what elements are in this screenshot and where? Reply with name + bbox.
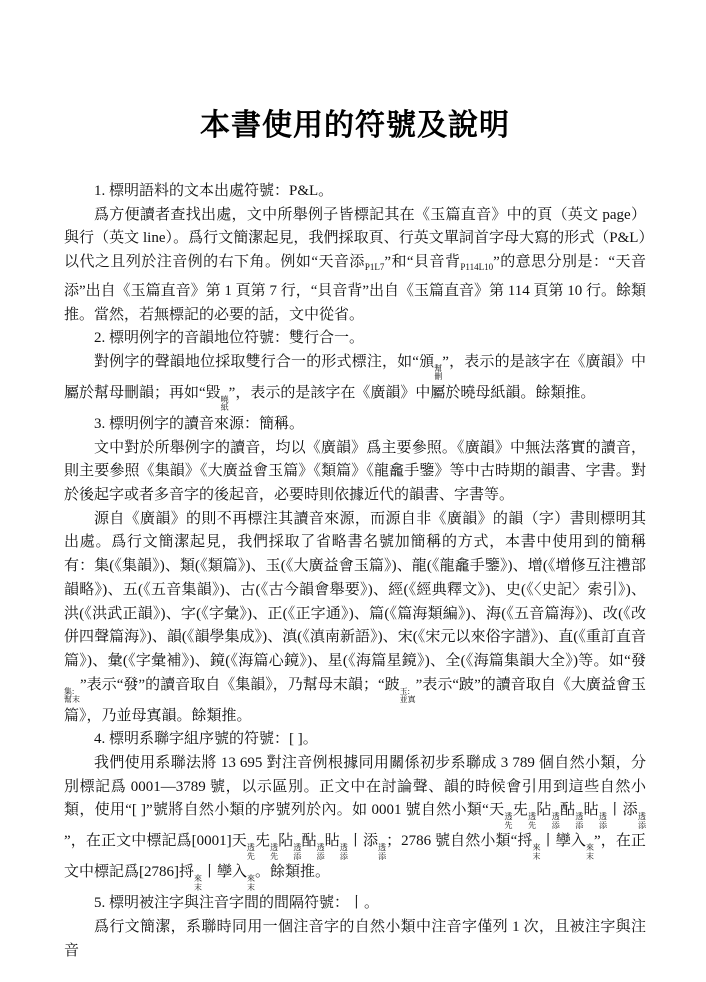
text-run: 丨添 bbox=[347, 833, 379, 850]
text-run: ”，在正文中標記爲[2786]捋 bbox=[64, 833, 646, 881]
item-2-heading bbox=[64, 327, 646, 351]
text-run: ”和“貝音背 bbox=[384, 254, 461, 271]
stack-line: 並寘 bbox=[399, 695, 416, 705]
stack-line: 先 bbox=[528, 820, 537, 830]
phonology-annotation-stack bbox=[247, 844, 255, 861]
item-3-heading bbox=[64, 413, 646, 437]
text-run: 對例字的聲韻地位採取雙行合一的形式標注，如“頒 bbox=[94, 353, 435, 370]
phonology-annotation-stack bbox=[400, 688, 416, 705]
text-run: ”，表示的是該字在《廣韻》中屬於曉母紙韻。餘類推。 bbox=[228, 384, 596, 401]
item-4-heading bbox=[64, 728, 646, 752]
phonology-annotation-stack bbox=[638, 813, 646, 830]
page-title: 本書使用的符號及說明 bbox=[200, 109, 510, 142]
stack-line: 來 bbox=[247, 874, 256, 884]
phonology-annotation-stack bbox=[194, 875, 202, 892]
phonology-annotation-stack bbox=[340, 844, 348, 861]
text-run: 阽 bbox=[536, 802, 552, 819]
text-run: 。餘類推。 bbox=[255, 864, 331, 881]
text-run: 1. 標明語料的文本出處符號：P&L。 bbox=[94, 183, 334, 199]
stack-line: 透 bbox=[246, 843, 255, 853]
stack-line: 玉: bbox=[399, 686, 410, 696]
text-run: 酟 bbox=[559, 802, 576, 819]
stack-line: 先 bbox=[270, 851, 279, 861]
stack-line: 來 bbox=[194, 874, 202, 884]
stack-line: 來 bbox=[532, 843, 541, 853]
text-run: ”，表示的是該字在《廣韻》中屬於幫母刪韻；再如“毀 bbox=[64, 353, 646, 401]
text-run: 我們使用系聯法將 13 695 對注音例根據同用關係初步系聯成 3 789 個自然小類，分別標記爲 0001—3789 號，以示區別。正文中在討論聲、韻的時候會引用到這些自然小類，使用“[ ]”號將自然小類的序號列於內。如 0001 號自然小類“天 bbox=[64, 755, 646, 819]
text-run: 4. 標明系聯字組序號的符號：[ ]。 bbox=[94, 731, 318, 748]
stack-line: 先 bbox=[246, 851, 255, 861]
text-run: 䀡 bbox=[324, 833, 340, 850]
stack-line: 透 bbox=[504, 812, 513, 822]
stack-line: 透 bbox=[637, 812, 646, 822]
stack-line: 添 bbox=[293, 851, 302, 861]
stack-line: 曉 bbox=[220, 394, 229, 404]
stack-line: 添 bbox=[551, 820, 560, 830]
stack-line: 透 bbox=[270, 843, 279, 853]
text-run: ”的意思分別是：“天音添”出自《玉篇直音》第 1 頁第 7 行，“貝音背”出自《玉篇直音》第 114 頁第 10 行。餘類推。當然，若無標記的必要的話，文中從省。 bbox=[64, 254, 646, 323]
text-run: 丨孿入 bbox=[540, 833, 586, 850]
para-phonology-position bbox=[64, 351, 646, 413]
text-run: 䀡 bbox=[583, 802, 599, 819]
document-body bbox=[64, 180, 646, 964]
stack-line: 添 bbox=[575, 820, 584, 830]
stack-line: 添 bbox=[339, 851, 348, 861]
para-reading-reference bbox=[64, 437, 646, 508]
text-run: 酟 bbox=[301, 833, 317, 850]
text-run: 2. 標明例字的音韻地位符號：雙行合一。 bbox=[94, 330, 365, 347]
text-run: 爲方便讀者查找出處，文中所舉例子皆標記其在《玉篇直音》中的頁（英文 page）與行（英文 line）。爲行文簡潔起見，我們採取頁、行英文單詞首字母大寫的形式（P&L）以代之且列於注音例的右下角。例如“天音添 bbox=[64, 206, 646, 271]
stack-line: 末 bbox=[194, 882, 202, 892]
phonology-annotation-stack bbox=[247, 875, 255, 892]
para-text-source bbox=[64, 204, 646, 328]
stack-line: 幫 bbox=[434, 363, 443, 373]
phonology-annotation-stack bbox=[221, 396, 229, 413]
text-run: 文中對於所舉例字的讀音，均以《廣韻》爲主要參照。《廣韻》中無法落實的讀音，則主要參照《集韻》《大廣益會玉篇》《類篇》《龍龕手鑒》等中古時期的韻書、字書。對於後起字或者多音字的後起音，必要時則依據近代的韻書、字書等。 bbox=[64, 439, 646, 504]
stack-line: 先 bbox=[504, 820, 513, 830]
phonology-annotation-stack bbox=[586, 844, 594, 861]
stack-line: 透 bbox=[378, 843, 387, 853]
para-separator bbox=[64, 916, 646, 963]
stack-line: 透 bbox=[293, 843, 302, 853]
phonology-annotation-stack bbox=[552, 813, 560, 830]
stack-line: 透 bbox=[551, 812, 560, 822]
text-run: 兂 bbox=[254, 833, 271, 850]
phonology-annotation-stack bbox=[378, 844, 386, 861]
phonology-annotation-stack bbox=[599, 813, 607, 830]
text-run: ”，在正文中標記爲[0001]天 bbox=[64, 833, 247, 850]
page-line-subscript: P114L10 bbox=[460, 262, 494, 273]
text-run: 阽 bbox=[278, 833, 294, 850]
text-run: 3. 標明例字的讀音來源：簡稱。 bbox=[94, 415, 305, 432]
stack-line: 末 bbox=[247, 882, 256, 892]
stack-line: 添 bbox=[316, 851, 325, 861]
stack-line: 末 bbox=[585, 851, 594, 861]
stack-line: 透 bbox=[339, 843, 348, 853]
text-run: ；2786 號自然小類“捋 bbox=[386, 833, 533, 850]
stack-line: 添 bbox=[378, 851, 387, 861]
phonology-annotation-stack bbox=[317, 844, 325, 861]
stack-line: 幫末 bbox=[64, 695, 80, 705]
stack-line: 透 bbox=[528, 812, 537, 822]
stack-line: 透 bbox=[575, 812, 584, 822]
text-run: 源自《廣韻》的則不再標注其讀音來源，而源自非《廣韻》的韻（字）書則標明其出處。爲行文簡潔起見，我們採取了省略書名號加簡稱的方式，本書中使用到的簡稱有：集(《集韻》)、類(《類篇》)、玉(《大廣益會玉篇》)、龍(《龍龕手鑒》)、增(《增修互注禮部韻略》)、五(《五音集韻》)、古(《古今韻會舉要》)、經(《經典釋文》)、史(《〈史記〉索引》)、洪(《洪武正韻》)、字(《字彙》)、正(《正字通》)、篇(《篇海類編》)、海(《五音篇海》)、改(《改併四聲篇海》)、韻(《韻學集成》)、滇(《滇南新語》)、宋(《宋元以來俗字譜》)、直(《重訂直音篇》)、彙(《字彙補》)、鏡(《海篇心鏡》)、星(《海篇星鏡》)、全(《海篇集韻大全》)等。如“發 bbox=[64, 510, 646, 669]
text-run: ”表示“跛”的讀音取自《大廣益會玉篇》，乃並母寘韻。餘類推。 bbox=[64, 676, 646, 724]
para-abbreviations bbox=[64, 508, 646, 729]
stack-line: 紙 bbox=[220, 403, 229, 413]
text-run: 丨孿入 bbox=[202, 864, 248, 881]
text-run: 兂 bbox=[512, 802, 529, 819]
text-run: 爲行文簡潔，系聯時同用一個注音字的自然小類中注音字僅列 1 次，且被注字與注音 bbox=[64, 919, 646, 959]
stack-line: 透 bbox=[316, 843, 325, 853]
stack-line: 透 bbox=[599, 812, 607, 822]
text-run: 丨添 bbox=[607, 802, 638, 819]
stack-line: 添 bbox=[599, 820, 607, 830]
stack-line: 刪 bbox=[434, 372, 443, 382]
phonology-annotation-stack bbox=[270, 844, 278, 861]
phonology-annotation-stack bbox=[64, 688, 80, 705]
para-linked-groups bbox=[64, 752, 646, 892]
text-run: ”表示“發”的讀音取自《集韻》，乃幫母末韻；“跛 bbox=[80, 676, 400, 693]
item-1-heading bbox=[64, 180, 646, 204]
stack-line: 集: bbox=[64, 686, 75, 696]
text-run: 5. 標明被注字與注音字間的間隔符號：丨。 bbox=[94, 895, 380, 912]
stack-line: 添 bbox=[637, 820, 646, 830]
page-line-subscript: P1L7 bbox=[364, 262, 385, 273]
stack-line: 末 bbox=[532, 851, 541, 861]
item-5-heading bbox=[64, 892, 646, 916]
phonology-annotation-stack bbox=[528, 813, 536, 830]
stack-line: 來 bbox=[585, 843, 594, 853]
